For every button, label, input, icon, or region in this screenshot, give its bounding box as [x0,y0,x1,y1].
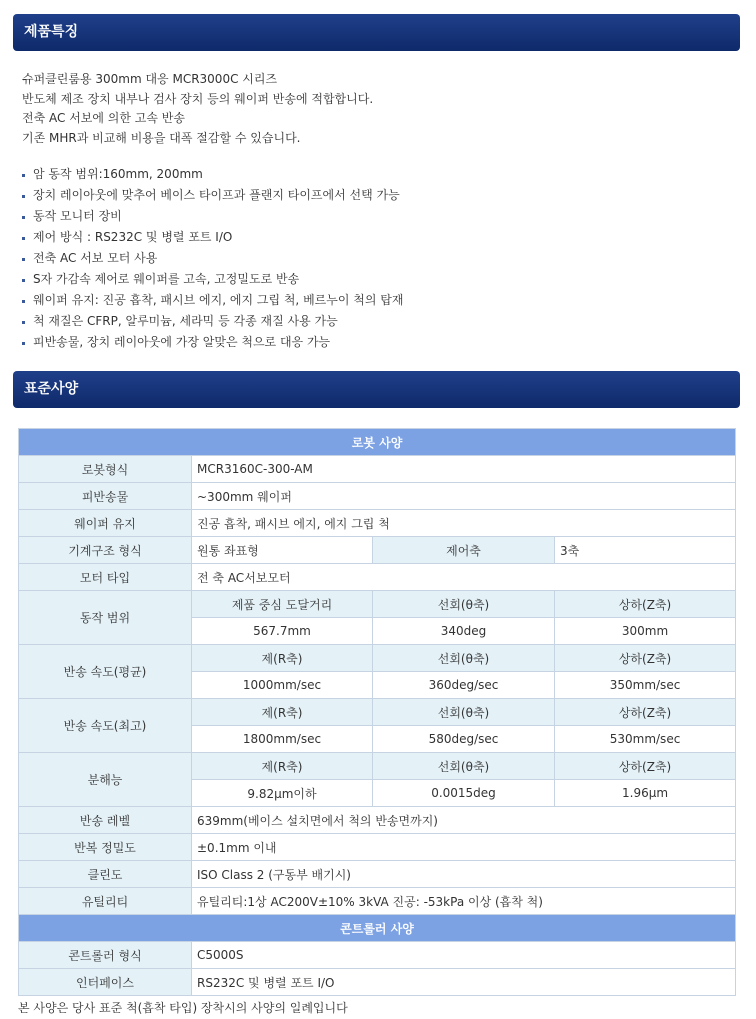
row-label: 모터 타입 [19,564,192,591]
table-row [19,537,736,564]
sub-header: 제(R축) [192,753,373,780]
sub-header: 상하(Z축) [555,753,736,780]
table-row [19,915,736,942]
bullet-icon [22,237,25,240]
sub-header: 상하(Z축) [555,699,736,726]
bullet-icon [22,174,25,177]
controller-spec-title: 콘트롤러 사양 [19,915,736,942]
list-item: 웨이퍼 유지: 진공 흡착, 패시브 에지, 에지 그립 척, 베르누이 척의 탑재 [22,290,403,311]
sub-header: 제(R축) [192,699,373,726]
table-row [19,861,736,888]
row-value: 원통 좌표형 [192,537,373,564]
row-label: 분해능 [19,753,192,807]
list-item: S자 가감속 제어로 웨이퍼를 고속, 고정밀도로 반송 [22,269,403,290]
row-label: 유틸리티 [19,888,192,915]
sub-value: 9.82μm이하 [192,780,373,807]
sub-header: 상하(Z축) [555,645,736,672]
row-value: 유틸리티:1상 AC200V±10% 3kVA 진공: -53kPa 이상 (흡착 척) [192,888,736,915]
robot-spec-title: 로봇 사양 [19,429,736,456]
features-header: 제품특징 [13,14,740,51]
row-label: 반송 속도(최고) [19,699,192,753]
table-row [19,483,736,510]
sub-value: 340deg [373,618,555,645]
intro-text [22,70,373,148]
sub-value: 350mm/sec [555,672,736,699]
list-item: 척 재질은 CFRP, 알루미늄, 세라믹 등 각종 재질 사용 가능 [22,311,403,332]
intro-line: 기존 MHR과 비교해 비용을 대폭 절감할 수 있습니다. [22,130,301,145]
row-value: ~300mm 웨이퍼 [192,483,736,510]
list-item: 제어 방식 : RS232C 및 병렬 포트 I/O [22,227,403,248]
row-label: 반송 레벨 [19,807,192,834]
list-item: 전축 AC 서보 모터 사용 [22,248,403,269]
row-value: ±0.1mm 이내 [192,834,736,861]
row-value: RS232C 및 병렬 포트 I/O [192,969,736,996]
row-label: 반송 속도(평균) [19,645,192,699]
table-row [19,834,736,861]
feature-list [22,164,403,353]
sub-value: 1.96μm [555,780,736,807]
table-row [19,753,736,780]
bullet-icon [22,195,25,198]
row-value: C5000S [192,942,736,969]
sub-value: 360deg/sec [373,672,555,699]
sub-header: 선회(θ축) [373,591,555,618]
sub-value: 567.7mm [192,618,373,645]
table-row [19,699,736,726]
row-label: 로봇형식 [19,456,192,483]
row-value: 전 축 AC서보모터 [192,564,736,591]
sub-header: 상하(Z축) [555,591,736,618]
row-label: 인터페이스 [19,969,192,996]
spec-table [18,428,736,996]
row-value: ISO Class 2 (구동부 배기시) [192,861,736,888]
bullet-icon [22,300,25,303]
intro-line: 슈퍼클린룸용 300mm 대응 MCR3000C 시리즈 [22,72,278,86]
bullet-icon [22,279,25,282]
sub-value: 580deg/sec [373,726,555,753]
row-label: 제어축 [373,537,555,564]
sub-header: 선회(θ축) [373,753,555,780]
sub-header: 선회(θ축) [373,645,555,672]
row-label: 피반송물 [19,483,192,510]
sub-value: 1800mm/sec [192,726,373,753]
table-row [19,942,736,969]
bullet-icon [22,258,25,261]
intro-line: 전축 AC 서보에 의한 고속 반송 [22,111,185,125]
intro-line: 반도체 제조 장치 내부나 검사 장치 등의 웨이퍼 반송에 적합합니다. [22,91,374,106]
row-label: 클린도 [19,861,192,888]
row-value: 진공 흡착, 패시브 에지, 에지 그립 척 [192,510,736,537]
bullet-icon [22,216,25,219]
row-label: 동작 범위 [19,591,192,645]
table-row [19,429,736,456]
sub-header: 제품 중심 도달거리 [192,591,373,618]
row-value: 639mm(베이스 설치면에서 척의 반송면까지) [192,807,736,834]
table-row [19,591,736,618]
list-item: 피반송물, 장치 레이아웃에 가장 알맞은 척으로 대응 가능 [22,332,403,353]
table-row [19,645,736,672]
footnote: 본 사양은 당사 표준 척(흡착 타입) 장착시의 사양의 일례입니다 [18,1001,348,1015]
table-row [19,510,736,537]
sub-value: 300mm [555,618,736,645]
sub-value: 530mm/sec [555,726,736,753]
table-row [19,564,736,591]
row-value: 3축 [555,537,736,564]
row-label: 웨이퍼 유지 [19,510,192,537]
row-value: MCR3160C-300-AM [192,456,736,483]
sub-header: 선회(θ축) [373,699,555,726]
table-row [19,888,736,915]
row-label: 콘트롤러 형식 [19,942,192,969]
list-item: 장치 레이아웃에 맞추어 베이스 타이프과 플랜지 타이프에서 선택 가능 [22,185,403,206]
specs-header: 표준사양 [13,371,740,408]
table-row [19,807,736,834]
sub-value: 0.0015deg [373,780,555,807]
sub-header: 제(R축) [192,645,373,672]
table-row [19,456,736,483]
sub-value: 1000mm/sec [192,672,373,699]
table-row [19,969,736,996]
list-item: 암 동작 범위:160mm, 200mm [22,164,403,185]
list-item: 동작 모니터 장비 [22,206,403,227]
bullet-icon [22,321,25,324]
row-label: 기계구조 형식 [19,537,192,564]
row-label: 반복 정밀도 [19,834,192,861]
bullet-icon [22,342,25,345]
